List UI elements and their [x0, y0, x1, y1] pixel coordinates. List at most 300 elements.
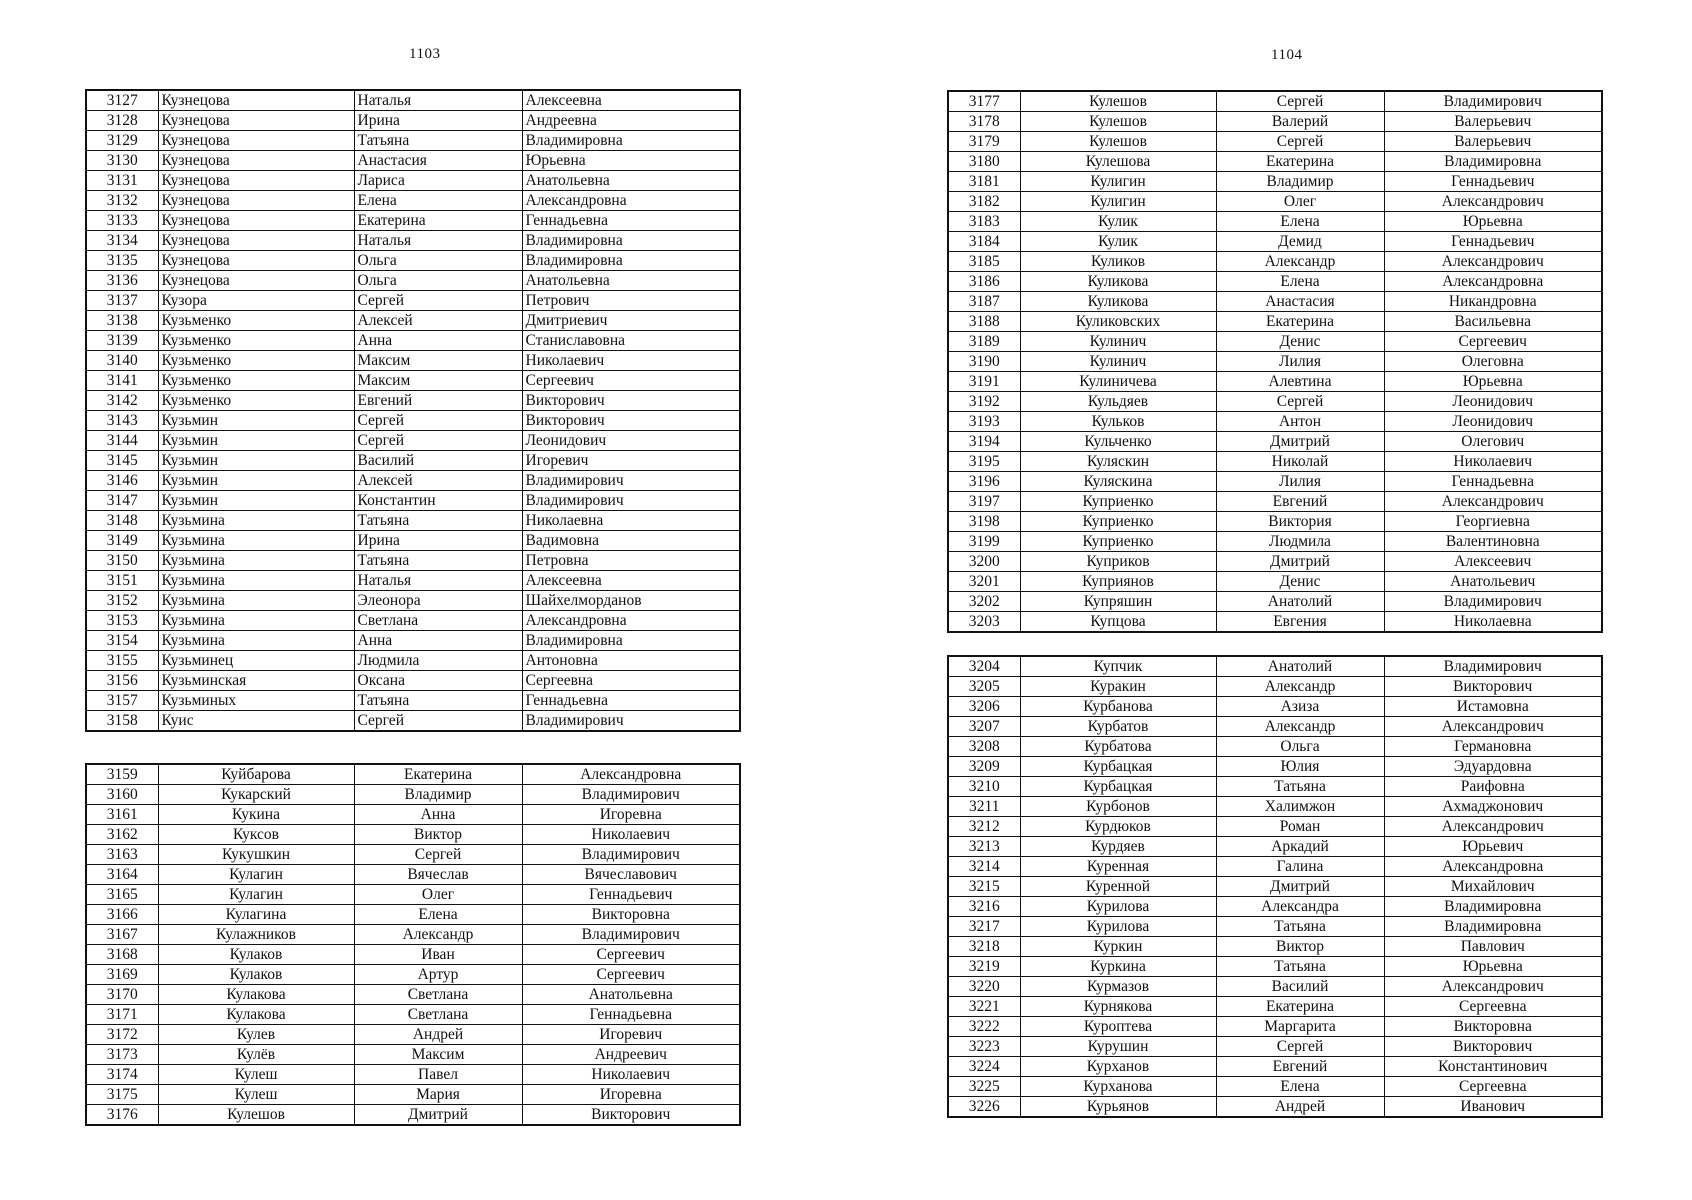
surname-cell: Куренной [1020, 877, 1216, 897]
table-row [948, 392, 1602, 412]
record-number-cell: 3169 [86, 965, 158, 985]
patronymic-cell: Сергеевич [522, 945, 740, 965]
first-name-cell: Вячеслав [354, 865, 522, 885]
patronymic-cell: Владимирович [1384, 656, 1602, 677]
surname-cell: Кулакова [158, 985, 354, 1005]
first-name-cell: Людмила [1216, 532, 1384, 552]
patronymic-cell: Юрьевна [1384, 957, 1602, 977]
surname-cell: Кузнецова [158, 131, 354, 151]
table-row [86, 711, 740, 732]
table-row [86, 511, 740, 531]
table-row [948, 977, 1602, 997]
record-number-cell: 3166 [86, 905, 158, 925]
patronymic-cell: Вадимовна [522, 531, 740, 551]
surname-cell: Кулик [1020, 232, 1216, 252]
surname-cell: Курханова [1020, 1077, 1216, 1097]
record-number-cell: 3145 [86, 451, 158, 471]
surname-cell: Курдяев [1020, 837, 1216, 857]
patronymic-cell: Валерьевич [1384, 112, 1602, 132]
table-row [948, 312, 1602, 332]
first-name-cell: Алексей [354, 471, 522, 491]
table-row [86, 331, 740, 351]
patronymic-cell: Владимирович [522, 925, 740, 945]
surname-cell: Кулинич [1020, 332, 1216, 352]
record-number-cell: 3217 [948, 917, 1020, 937]
surname-cell: Кузьмин [158, 471, 354, 491]
first-name-cell: Николай [1216, 452, 1384, 472]
record-number-cell: 3203 [948, 612, 1020, 633]
table-row [948, 1057, 1602, 1077]
record-number-cell: 3162 [86, 825, 158, 845]
patronymic-cell: Викторович [522, 391, 740, 411]
surname-cell: Кузьменко [158, 391, 354, 411]
first-name-cell: Василий [354, 451, 522, 471]
table-row [86, 371, 740, 391]
table-row [948, 997, 1602, 1017]
patronymic-cell: Анатольевна [522, 985, 740, 1005]
name-table-left-top [85, 89, 741, 732]
table-row [86, 1045, 740, 1065]
table-row [86, 591, 740, 611]
patronymic-cell: Германовна [1384, 737, 1602, 757]
surname-cell: Кулажников [158, 925, 354, 945]
first-name-cell: Виктория [1216, 512, 1384, 532]
table-row [948, 592, 1602, 612]
first-name-cell: Татьяна [354, 131, 522, 151]
table-row [948, 452, 1602, 472]
surname-cell: Куликов [1020, 252, 1216, 272]
surname-cell: Кулаков [158, 965, 354, 985]
table-row [948, 272, 1602, 292]
record-number-cell: 3221 [948, 997, 1020, 1017]
record-number-cell: 3144 [86, 431, 158, 451]
record-number-cell: 3155 [86, 651, 158, 671]
surname-cell: Купцова [1020, 612, 1216, 633]
table-row [948, 717, 1602, 737]
table-row [948, 897, 1602, 917]
patronymic-cell: Александровна [522, 764, 740, 785]
record-number-cell: 3148 [86, 511, 158, 531]
patronymic-cell: Олеговна [1384, 352, 1602, 372]
patronymic-cell: Александровна [522, 611, 740, 631]
patronymic-cell: Владимировна [522, 631, 740, 651]
first-name-cell: Александр [354, 925, 522, 945]
record-number-cell: 3138 [86, 311, 158, 331]
patronymic-cell: Леонидович [1384, 412, 1602, 432]
surname-cell: Кукушкин [158, 845, 354, 865]
surname-cell: Кузьмин [158, 451, 354, 471]
table-row [948, 252, 1602, 272]
surname-cell: Кузора [158, 291, 354, 311]
first-name-cell: Денис [1216, 332, 1384, 352]
table-row [948, 877, 1602, 897]
table-row [86, 611, 740, 631]
table-row [948, 432, 1602, 452]
surname-cell: Кулеш [158, 1085, 354, 1105]
record-number-cell: 3186 [948, 272, 1020, 292]
record-number-cell: 3195 [948, 452, 1020, 472]
surname-cell: Курьянов [1020, 1097, 1216, 1118]
first-name-cell: Елена [1216, 1077, 1384, 1097]
surname-cell: Куйбарова [158, 764, 354, 785]
first-name-cell: Алевтина [1216, 372, 1384, 392]
surname-cell: Кукина [158, 805, 354, 825]
table-row [948, 957, 1602, 977]
patronymic-cell: Александрович [1384, 817, 1602, 837]
table-row [948, 837, 1602, 857]
patronymic-cell: Владимирович [522, 845, 740, 865]
record-number-cell: 3164 [86, 865, 158, 885]
record-number-cell: 3193 [948, 412, 1020, 432]
first-name-cell: Павел [354, 1065, 522, 1085]
table-row [86, 211, 740, 231]
record-number-cell: 3153 [86, 611, 158, 631]
first-name-cell: Наталья [354, 231, 522, 251]
record-number-cell: 3136 [86, 271, 158, 291]
first-name-cell: Халимжон [1216, 797, 1384, 817]
first-name-cell: Светлана [354, 985, 522, 1005]
surname-cell: Кулагина [158, 905, 354, 925]
record-number-cell: 3156 [86, 671, 158, 691]
table-row [948, 492, 1602, 512]
first-name-cell: Татьяна [354, 511, 522, 531]
record-number-cell: 3212 [948, 817, 1020, 837]
table-row [948, 777, 1602, 797]
table-row [948, 612, 1602, 633]
patronymic-cell: Анатольевна [522, 171, 740, 191]
record-number-cell: 3190 [948, 352, 1020, 372]
surname-cell: Кузьмин [158, 491, 354, 511]
table-row [948, 937, 1602, 957]
record-number-cell: 3180 [948, 152, 1020, 172]
table-row [948, 857, 1602, 877]
record-number-cell: 3211 [948, 797, 1020, 817]
surname-cell: Кулаков [158, 945, 354, 965]
surname-cell: Кульченко [1020, 432, 1216, 452]
record-number-cell: 3225 [948, 1077, 1020, 1097]
table-row [86, 825, 740, 845]
first-name-cell: Лилия [1216, 352, 1384, 372]
first-name-cell: Василий [1216, 977, 1384, 997]
surname-cell: Купряшин [1020, 592, 1216, 612]
surname-cell: Куприенко [1020, 532, 1216, 552]
record-number-cell: 3187 [948, 292, 1020, 312]
surname-cell: Кульков [1020, 412, 1216, 432]
page-number-left: 1103 [409, 46, 441, 62]
surname-cell: Кузнецова [158, 271, 354, 291]
first-name-cell: Дмитрий [1216, 552, 1384, 572]
patronymic-cell: Михайлович [1384, 877, 1602, 897]
patronymic-cell: Викторович [1384, 677, 1602, 697]
record-number-cell: 3183 [948, 212, 1020, 232]
surname-cell: Курбатов [1020, 717, 1216, 737]
record-number-cell: 3216 [948, 897, 1020, 917]
surname-cell: Кулев [158, 1025, 354, 1045]
first-name-cell: Дмитрий [1216, 877, 1384, 897]
record-number-cell: 3191 [948, 372, 1020, 392]
table-row [948, 512, 1602, 532]
record-number-cell: 3200 [948, 552, 1020, 572]
patronymic-cell: Шайхелморданов [522, 591, 740, 611]
table-row [86, 531, 740, 551]
surname-cell: Кузьмина [158, 511, 354, 531]
patronymic-cell: Анатольевна [522, 271, 740, 291]
first-name-cell: Владимир [1216, 172, 1384, 192]
record-number-cell: 3131 [86, 171, 158, 191]
record-number-cell: 3177 [948, 91, 1020, 112]
first-name-cell: Аркадий [1216, 837, 1384, 857]
first-name-cell: Татьяна [1216, 957, 1384, 977]
surname-cell: Куприянов [1020, 572, 1216, 592]
table-row [948, 352, 1602, 372]
first-name-cell: Татьяна [1216, 777, 1384, 797]
patronymic-cell: Истамовна [1384, 697, 1602, 717]
table-row [948, 1037, 1602, 1057]
table-row [86, 291, 740, 311]
table-row [86, 905, 740, 925]
record-number-cell: 3224 [948, 1057, 1020, 1077]
first-name-cell: Иван [354, 945, 522, 965]
patronymic-cell: Владимирович [522, 491, 740, 511]
table-row [86, 271, 740, 291]
surname-cell: Кузьмина [158, 591, 354, 611]
record-number-cell: 3137 [86, 291, 158, 311]
first-name-cell: Маргарита [1216, 1017, 1384, 1037]
record-number-cell: 3170 [86, 985, 158, 1005]
patronymic-cell: Павлович [1384, 937, 1602, 957]
record-number-cell: 3206 [948, 697, 1020, 717]
record-number-cell: 3204 [948, 656, 1020, 677]
first-name-cell: Олег [1216, 192, 1384, 212]
patronymic-cell: Александрович [1384, 252, 1602, 272]
surname-cell: Куликовских [1020, 312, 1216, 332]
first-name-cell: Дмитрий [354, 1105, 522, 1126]
surname-cell: Кузнецова [158, 251, 354, 271]
surname-cell: Курбонов [1020, 797, 1216, 817]
patronymic-cell: Геннадьевна [522, 691, 740, 711]
surname-cell: Кулешов [1020, 112, 1216, 132]
patronymic-cell: Валентиновна [1384, 532, 1602, 552]
patronymic-cell: Андреевна [522, 111, 740, 131]
surname-cell: Кузьмин [158, 431, 354, 451]
patronymic-cell: Викторовна [522, 905, 740, 925]
first-name-cell: Сергей [354, 845, 522, 865]
patronymic-cell: Николаевич [1384, 452, 1602, 472]
table-row [948, 697, 1602, 717]
surname-cell: Кузьмина [158, 551, 354, 571]
record-number-cell: 3214 [948, 857, 1020, 877]
table-row [948, 1017, 1602, 1037]
patronymic-cell: Анатольевич [1384, 572, 1602, 592]
patronymic-cell: Игоревич [522, 451, 740, 471]
record-number-cell: 3215 [948, 877, 1020, 897]
first-name-cell: Дмитрий [1216, 432, 1384, 452]
record-number-cell: 3202 [948, 592, 1020, 612]
table-row [948, 192, 1602, 212]
first-name-cell: Сергей [354, 411, 522, 431]
patronymic-cell: Владимировна [1384, 152, 1602, 172]
surname-cell: Куликова [1020, 272, 1216, 292]
surname-cell: Кузнецова [158, 231, 354, 251]
first-name-cell: Екатерина [354, 764, 522, 785]
record-number-cell: 3147 [86, 491, 158, 511]
surname-cell: Кузьмина [158, 571, 354, 591]
surname-cell: Кузьмина [158, 611, 354, 631]
record-number-cell: 3219 [948, 957, 1020, 977]
table-row [86, 965, 740, 985]
table-row [86, 391, 740, 411]
table-row [948, 737, 1602, 757]
patronymic-cell: Юрьевна [1384, 372, 1602, 392]
patronymic-cell: Владимировна [1384, 897, 1602, 917]
record-number-cell: 3172 [86, 1025, 158, 1045]
first-name-cell: Сергей [1216, 1037, 1384, 1057]
surname-cell: Куприенко [1020, 512, 1216, 532]
surname-cell: Кулагин [158, 865, 354, 885]
record-number-cell: 3209 [948, 757, 1020, 777]
table-row [86, 111, 740, 131]
first-name-cell: Ирина [354, 531, 522, 551]
first-name-cell: Ирина [354, 111, 522, 131]
first-name-cell: Екатерина [354, 211, 522, 231]
table-row [86, 764, 740, 785]
patronymic-cell: Николаевна [522, 511, 740, 531]
surname-cell: Кулик [1020, 212, 1216, 232]
record-number-cell: 3167 [86, 925, 158, 945]
table-row [86, 451, 740, 471]
record-number-cell: 3151 [86, 571, 158, 591]
record-number-cell: 3142 [86, 391, 158, 411]
patronymic-cell: Геннадьевна [1384, 472, 1602, 492]
surname-cell: Курилова [1020, 917, 1216, 937]
patronymic-cell: Геннадьевич [1384, 172, 1602, 192]
first-name-cell: Ольга [354, 271, 522, 291]
surname-cell: Кузьмина [158, 531, 354, 551]
table-row [86, 671, 740, 691]
patronymic-cell: Константинович [1384, 1057, 1602, 1077]
first-name-cell: Галина [1216, 857, 1384, 877]
record-number-cell: 3152 [86, 591, 158, 611]
patronymic-cell: Николаевич [522, 1065, 740, 1085]
surname-cell: Кулинич [1020, 352, 1216, 372]
patronymic-cell: Игоревна [522, 805, 740, 825]
table-row [948, 797, 1602, 817]
table-row [86, 90, 740, 111]
surname-cell: Кузнецова [158, 171, 354, 191]
table-row [86, 1085, 740, 1105]
patronymic-cell: Леонидович [1384, 392, 1602, 412]
table-row [86, 311, 740, 331]
table-row [86, 411, 740, 431]
patronymic-cell: Алексеевич [1384, 552, 1602, 572]
record-number-cell: 3129 [86, 131, 158, 151]
surname-cell: Кузнецова [158, 90, 354, 111]
surname-cell: Кулиничева [1020, 372, 1216, 392]
surname-cell: Кулешова [1020, 152, 1216, 172]
patronymic-cell: Владимировна [522, 251, 740, 271]
first-name-cell: Анастасия [354, 151, 522, 171]
record-number-cell: 3179 [948, 132, 1020, 152]
patronymic-cell: Вячеславович [522, 865, 740, 885]
record-number-cell: 3189 [948, 332, 1020, 352]
surname-cell: Кузнецова [158, 151, 354, 171]
surname-cell: Кузьминская [158, 671, 354, 691]
surname-cell: Курушин [1020, 1037, 1216, 1057]
table-row [948, 212, 1602, 232]
record-number-cell: 3134 [86, 231, 158, 251]
record-number-cell: 3141 [86, 371, 158, 391]
record-number-cell: 3135 [86, 251, 158, 271]
patronymic-cell: Юрьевна [1384, 212, 1602, 232]
surname-cell: Кузьменко [158, 371, 354, 391]
table-row [86, 691, 740, 711]
record-number-cell: 3194 [948, 432, 1020, 452]
first-name-cell: Виктор [1216, 937, 1384, 957]
table-row [86, 491, 740, 511]
record-number-cell: 3154 [86, 631, 158, 651]
first-name-cell: Александра [1216, 897, 1384, 917]
surname-cell: Кузьменко [158, 331, 354, 351]
first-name-cell: Елена [1216, 212, 1384, 232]
patronymic-cell: Сергеевна [522, 671, 740, 691]
surname-cell: Кулёв [158, 1045, 354, 1065]
table-row [948, 757, 1602, 777]
first-name-cell: Максим [354, 371, 522, 391]
surname-cell: Куис [158, 711, 354, 732]
table-row [86, 1025, 740, 1045]
patronymic-cell: Васильевна [1384, 312, 1602, 332]
first-name-cell: Анатолий [1216, 592, 1384, 612]
table-row [948, 552, 1602, 572]
first-name-cell: Елена [1216, 272, 1384, 292]
surname-cell: Кузьминых [158, 691, 354, 711]
surname-cell: Курдюков [1020, 817, 1216, 837]
record-number-cell: 3208 [948, 737, 1020, 757]
patronymic-cell: Станиславовна [522, 331, 740, 351]
record-number-cell: 3181 [948, 172, 1020, 192]
table-row [948, 172, 1602, 192]
table-row [86, 471, 740, 491]
surname-cell: Кулешов [158, 1105, 354, 1126]
patronymic-cell: Игоревич [522, 1025, 740, 1045]
table-row [948, 412, 1602, 432]
patronymic-cell: Александровна [1384, 857, 1602, 877]
record-number-cell: 3210 [948, 777, 1020, 797]
patronymic-cell: Владимировна [522, 231, 740, 251]
patronymic-cell: Николаевич [522, 825, 740, 845]
first-name-cell: Евгения [1216, 612, 1384, 633]
patronymic-cell: Николаевич [522, 351, 740, 371]
record-number-cell: 3178 [948, 112, 1020, 132]
table-row [86, 945, 740, 965]
table-row [948, 817, 1602, 837]
record-number-cell: 3175 [86, 1085, 158, 1105]
first-name-cell: Анастасия [1216, 292, 1384, 312]
first-name-cell: Максим [354, 351, 522, 371]
patronymic-cell: Александрович [1384, 192, 1602, 212]
first-name-cell: Сергей [1216, 91, 1384, 112]
surname-cell: Кузнецова [158, 191, 354, 211]
table-row [948, 1097, 1602, 1118]
first-name-cell: Сергей [1216, 392, 1384, 412]
first-name-cell: Евгений [1216, 492, 1384, 512]
surname-cell: Курбатова [1020, 737, 1216, 757]
patronymic-cell: Игоревна [522, 1085, 740, 1105]
patronymic-cell: Викторовна [1384, 1017, 1602, 1037]
first-name-cell: Екатерина [1216, 997, 1384, 1017]
first-name-cell: Сергей [354, 291, 522, 311]
table-row [86, 171, 740, 191]
